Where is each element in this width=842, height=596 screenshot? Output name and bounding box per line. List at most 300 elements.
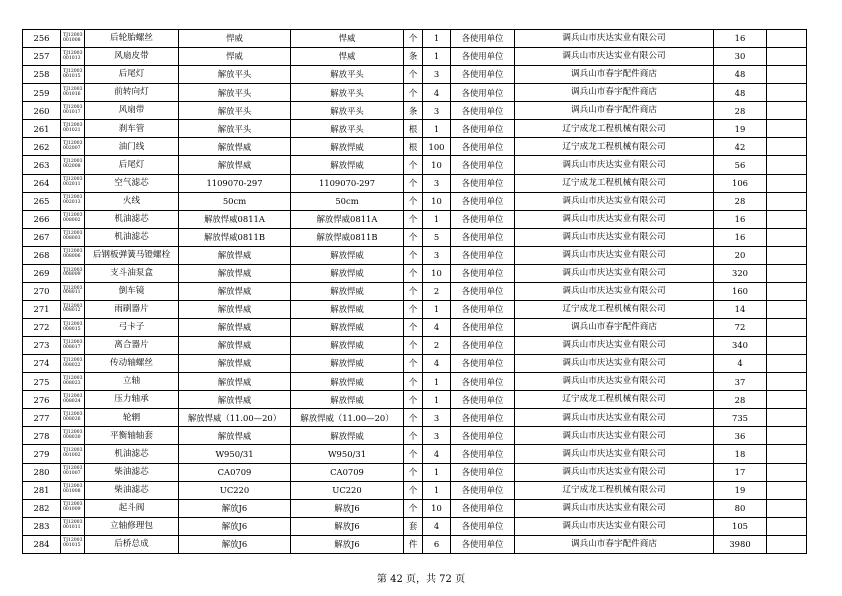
cell-user: 各使用单位 (451, 355, 515, 373)
cell-model: 解放悍威0811A (291, 210, 404, 228)
cell-qty: 10 (423, 264, 451, 282)
cell-user: 各使用单位 (451, 535, 515, 553)
cell-qty: 1 (423, 300, 451, 318)
cell-price: 28 (714, 192, 767, 210)
cell-model: 50cm (291, 192, 404, 210)
cell-model: 1109070-297 (291, 174, 404, 192)
cell-unit: 个 (404, 319, 423, 337)
cell-unit: 个 (404, 499, 423, 517)
cell-code: TJ12003 001016 (61, 84, 85, 102)
cell-supplier: 调兵山市庆达实业有限公司 (515, 30, 714, 48)
cell-user: 各使用单位 (451, 445, 515, 463)
cell-remark (767, 300, 807, 318)
cell-model: 解放悍威 (291, 156, 404, 174)
cell-user: 各使用单位 (451, 337, 515, 355)
cell-unit: 个 (404, 66, 423, 84)
cell-user: 各使用单位 (451, 228, 515, 246)
cell-name: 后轮胎螺丝 (85, 30, 179, 48)
cell-supplier: 辽宁成龙工程机械有限公司 (515, 481, 714, 499)
cell-supplier: 辽宁成龙工程机械有限公司 (515, 391, 714, 409)
cell-unit: 件 (404, 535, 423, 553)
cell-price: 17 (714, 463, 767, 481)
cell-code: TJ12003 008024 (61, 391, 85, 409)
table-row (23, 174, 807, 192)
cell-unit: 个 (404, 427, 423, 445)
cell-code: TJ12003 008006 (61, 246, 85, 264)
cell-name: 空气滤芯 (85, 174, 179, 192)
cell-qty: 3 (423, 246, 451, 264)
cell-name: 平衡轴轴套 (85, 427, 179, 445)
cell-brand: 解放悍威0811A (179, 210, 291, 228)
cell-qty: 2 (423, 282, 451, 300)
cell-name: 火线 (85, 192, 179, 210)
cell-remark (767, 264, 807, 282)
cell-unit: 个 (404, 174, 423, 192)
cell-remark (767, 120, 807, 138)
cell-code: TJ12003 002008 (61, 156, 85, 174)
cell-code: TJ12003 008030 (61, 427, 85, 445)
cell-brand: 解放悍威0811B (179, 228, 291, 246)
cell-price: 28 (714, 391, 767, 409)
cell-supplier: 辽宁成龙工程机械有限公司 (515, 120, 714, 138)
cell-name: 后钢板弹簧马镫螺栓 (85, 246, 179, 264)
cell-user: 各使用单位 (451, 48, 515, 66)
cell-unit: 个 (404, 445, 423, 463)
table-row (23, 156, 807, 174)
cell-qty: 6 (423, 535, 451, 553)
cell-user: 各使用单位 (451, 481, 515, 499)
cell-model: 解放平头 (291, 102, 404, 120)
cell-remark (767, 210, 807, 228)
cell-name: 轮辋 (85, 409, 179, 427)
cell-price: 340 (714, 337, 767, 355)
cell-no: 262 (23, 138, 61, 156)
page-footer: 第 42 页，共 72 页 (376, 574, 466, 585)
cell-model: 悍威 (291, 30, 404, 48)
table-row (23, 66, 807, 84)
cell-unit: 个 (404, 192, 423, 210)
cell-user: 各使用单位 (451, 174, 515, 192)
table-row (23, 517, 807, 535)
cell-user: 各使用单位 (451, 84, 515, 102)
cell-unit: 个 (404, 355, 423, 373)
cell-brand: 1109070-297 (179, 174, 291, 192)
cell-unit: 个 (404, 84, 423, 102)
cell-supplier: 调兵山市春宇配件商店 (515, 535, 714, 553)
cell-unit: 个 (404, 228, 423, 246)
cell-supplier: 调兵山市庆达实业有限公司 (515, 264, 714, 282)
cell-price: 56 (714, 156, 767, 174)
cell-no: 280 (23, 463, 61, 481)
table-row (23, 391, 807, 409)
cell-model: 解放悍威（11.00—20） (291, 409, 404, 427)
cell-remark (767, 84, 807, 102)
cell-code: TJ12003 001009 (61, 499, 85, 517)
cell-model: 解放J6 (291, 517, 404, 535)
cell-name: 风扇带 (85, 102, 179, 120)
cell-price: 80 (714, 499, 767, 517)
cell-remark (767, 228, 807, 246)
cell-no: 261 (23, 120, 61, 138)
cell-brand: 解放平头 (179, 102, 291, 120)
cell-brand: 解放平头 (179, 66, 291, 84)
cell-brand: 解放平头 (179, 120, 291, 138)
cell-supplier: 调兵山市庆达实业有限公司 (515, 409, 714, 427)
cell-qty: 1 (423, 48, 451, 66)
cell-name: 后尾灯 (85, 156, 179, 174)
cell-remark (767, 463, 807, 481)
cell-model: 解放悍威 (291, 246, 404, 264)
table-row (23, 246, 807, 264)
cell-qty: 5 (423, 228, 451, 246)
cell-model: 解放平头 (291, 66, 404, 84)
cell-name: 弓卡子 (85, 319, 179, 337)
cell-supplier: 调兵山市春宇配件商店 (515, 84, 714, 102)
cell-user: 各使用单位 (451, 463, 515, 481)
cell-remark (767, 499, 807, 517)
table-row (23, 264, 807, 282)
cell-code: TJ12003 001011 (61, 517, 85, 535)
cell-remark (767, 102, 807, 120)
cell-user: 各使用单位 (451, 319, 515, 337)
cell-no: 271 (23, 300, 61, 318)
cell-brand: 解放悍威 (179, 337, 291, 355)
cell-model: 解放悍威 (291, 337, 404, 355)
table-row (23, 120, 807, 138)
cell-no: 263 (23, 156, 61, 174)
cell-user: 各使用单位 (451, 192, 515, 210)
cell-model: 解放平头 (291, 120, 404, 138)
cell-name: 起斗阀 (85, 499, 179, 517)
cell-name: 机油滤芯 (85, 445, 179, 463)
cell-price: 735 (714, 409, 767, 427)
cell-qty: 1 (423, 30, 451, 48)
cell-name: 倒车镜 (85, 282, 179, 300)
cell-model: 解放悍威0811B (291, 228, 404, 246)
cell-code: TJ12003 008015 (61, 319, 85, 337)
cell-model: 解放J6 (291, 499, 404, 517)
cell-brand: 解放悍威 (179, 319, 291, 337)
cell-brand: UC220 (179, 481, 291, 499)
cell-unit: 根 (404, 120, 423, 138)
cell-brand: 解放J6 (179, 517, 291, 535)
table-row (23, 319, 807, 337)
cell-user: 各使用单位 (451, 391, 515, 409)
cell-code: TJ12003 001007 (61, 463, 85, 481)
cell-qty: 1 (423, 463, 451, 481)
cell-model: 解放悍威 (291, 319, 404, 337)
cell-supplier: 调兵山市庆达实业有限公司 (515, 463, 714, 481)
cell-supplier: 调兵山市庆达实业有限公司 (515, 445, 714, 463)
cell-code: TJ12003 001008 (61, 30, 85, 48)
cell-no: 264 (23, 174, 61, 192)
cell-name: 雨刷器片 (85, 300, 179, 318)
cell-no: 257 (23, 48, 61, 66)
cell-brand: 解放悍威（11.00—20） (179, 409, 291, 427)
table-row (23, 409, 807, 427)
cell-supplier: 调兵山市春宇配件商店 (515, 319, 714, 337)
cell-price: 4 (714, 355, 767, 373)
cell-price: 72 (714, 319, 767, 337)
cell-remark (767, 517, 807, 535)
table-row (23, 282, 807, 300)
cell-supplier: 调兵山市庆达实业有限公司 (515, 282, 714, 300)
cell-qty: 4 (423, 319, 451, 337)
cell-price: 42 (714, 138, 767, 156)
cell-name: 传动轴螺丝 (85, 355, 179, 373)
cell-supplier: 辽宁成龙工程机械有限公司 (515, 138, 714, 156)
cell-unit: 个 (404, 373, 423, 391)
cell-supplier: 调兵山市庆达实业有限公司 (515, 210, 714, 228)
cell-remark (767, 445, 807, 463)
table-row (23, 445, 807, 463)
cell-supplier: 调兵山市庆达实业有限公司 (515, 192, 714, 210)
cell-unit: 个 (404, 156, 423, 174)
cell-remark (767, 192, 807, 210)
cell-unit: 条 (404, 102, 423, 120)
cell-user: 各使用单位 (451, 373, 515, 391)
cell-qty: 100 (423, 138, 451, 156)
cell-code: TJ12003 002013 (61, 192, 85, 210)
cell-unit: 个 (404, 481, 423, 499)
cell-code: TJ12003 008022 (61, 355, 85, 373)
cell-price: 19 (714, 481, 767, 499)
cell-unit: 个 (404, 282, 423, 300)
cell-remark (767, 30, 807, 48)
table-row (23, 228, 807, 246)
cell-remark (767, 535, 807, 553)
cell-no: 277 (23, 409, 61, 427)
cell-remark (767, 174, 807, 192)
cell-code: TJ12003 001013 (61, 48, 85, 66)
cell-model: 解放平头 (291, 84, 404, 102)
cell-user: 各使用单位 (451, 30, 515, 48)
cell-no: 270 (23, 282, 61, 300)
table-row (23, 102, 807, 120)
cell-no: 274 (23, 355, 61, 373)
table-row (23, 355, 807, 373)
cell-name: 后尾灯 (85, 66, 179, 84)
cell-brand: 悍威 (179, 30, 291, 48)
cell-name: 风扇皮带 (85, 48, 179, 66)
cell-unit: 个 (404, 337, 423, 355)
table-row (23, 463, 807, 481)
cell-code: TJ12003 001015 (61, 66, 85, 84)
cell-qty: 4 (423, 445, 451, 463)
cell-user: 各使用单位 (451, 66, 515, 84)
cell-remark (767, 481, 807, 499)
cell-brand: 解放悍威 (179, 156, 291, 174)
cell-price: 106 (714, 174, 767, 192)
cell-supplier: 调兵山市庆达实业有限公司 (515, 499, 714, 517)
cell-price: 105 (714, 517, 767, 535)
cell-code: TJ12003 008026 (61, 409, 85, 427)
cell-qty: 4 (423, 517, 451, 535)
cell-brand: 解放J6 (179, 535, 291, 553)
parts-table (22, 29, 807, 554)
cell-price: 320 (714, 264, 767, 282)
cell-name: 柴油滤芯 (85, 463, 179, 481)
table-body (23, 30, 807, 554)
cell-user: 各使用单位 (451, 102, 515, 120)
cell-model: 解放悍威 (291, 282, 404, 300)
cell-model: 解放悍威 (291, 300, 404, 318)
cell-no: 281 (23, 481, 61, 499)
cell-price: 16 (714, 228, 767, 246)
cell-brand: 解放悍威 (179, 246, 291, 264)
table-row (23, 138, 807, 156)
cell-code: TJ12003 001002 (61, 445, 85, 463)
cell-price: 3980 (714, 535, 767, 553)
cell-brand: 解放悍威 (179, 391, 291, 409)
cell-code: TJ12003 008003 (61, 228, 85, 246)
cell-remark (767, 427, 807, 445)
cell-model: 解放悍威 (291, 264, 404, 282)
cell-brand: 解放悍威 (179, 355, 291, 373)
cell-user: 各使用单位 (451, 264, 515, 282)
cell-unit: 个 (404, 264, 423, 282)
cell-supplier: 调兵山市庆达实业有限公司 (515, 355, 714, 373)
cell-qty: 1 (423, 120, 451, 138)
cell-name: 机油滤芯 (85, 228, 179, 246)
cell-qty: 2 (423, 337, 451, 355)
cell-code: TJ12003 008009 (61, 264, 85, 282)
cell-user: 各使用单位 (451, 300, 515, 318)
cell-unit: 个 (404, 246, 423, 264)
cell-brand: 解放悍威 (179, 282, 291, 300)
cell-qty: 3 (423, 102, 451, 120)
cell-supplier: 调兵山市庆达实业有限公司 (515, 337, 714, 355)
cell-no: 268 (23, 246, 61, 264)
cell-brand: 解放悍威 (179, 264, 291, 282)
cell-qty: 1 (423, 373, 451, 391)
cell-qty: 1 (423, 391, 451, 409)
table-row (23, 30, 807, 48)
cell-remark (767, 391, 807, 409)
cell-supplier: 调兵山市春宇配件商店 (515, 102, 714, 120)
cell-unit: 个 (404, 30, 423, 48)
cell-user: 各使用单位 (451, 120, 515, 138)
cell-name: 支斗油泵盒 (85, 264, 179, 282)
cell-code: TJ12003 002007 (61, 138, 85, 156)
cell-supplier: 调兵山市庆达实业有限公司 (515, 48, 714, 66)
cell-price: 48 (714, 66, 767, 84)
cell-name: 前转向灯 (85, 84, 179, 102)
cell-model: 解放悍威 (291, 391, 404, 409)
cell-model: 解放J6 (291, 535, 404, 553)
cell-price: 14 (714, 300, 767, 318)
cell-price: 36 (714, 427, 767, 445)
cell-brand: 解放平头 (179, 84, 291, 102)
cell-user: 各使用单位 (451, 499, 515, 517)
table-row (23, 192, 807, 210)
cell-no: 267 (23, 228, 61, 246)
cell-code: TJ12003 001008 (61, 481, 85, 499)
cell-unit: 个 (404, 409, 423, 427)
cell-remark (767, 282, 807, 300)
cell-model: 解放悍威 (291, 355, 404, 373)
cell-brand: 解放J6 (179, 499, 291, 517)
cell-brand: 解放悍威 (179, 427, 291, 445)
table-row (23, 535, 807, 553)
cell-supplier: 调兵山市庆达实业有限公司 (515, 156, 714, 174)
cell-qty: 4 (423, 355, 451, 373)
cell-model: UC220 (291, 481, 404, 499)
cell-unit: 个 (404, 463, 423, 481)
table-row (23, 337, 807, 355)
cell-name: 后桥总成 (85, 535, 179, 553)
cell-supplier: 调兵山市庆达实业有限公司 (515, 373, 714, 391)
cell-code: TJ12003 002011 (61, 174, 85, 192)
cell-no: 278 (23, 427, 61, 445)
cell-remark (767, 48, 807, 66)
cell-model: 解放悍威 (291, 427, 404, 445)
cell-price: 16 (714, 210, 767, 228)
cell-user: 各使用单位 (451, 246, 515, 264)
cell-brand: 悍威 (179, 48, 291, 66)
cell-price: 19 (714, 120, 767, 138)
table-row (23, 481, 807, 499)
table-row (23, 300, 807, 318)
cell-brand: 解放悍威 (179, 138, 291, 156)
cell-no: 260 (23, 102, 61, 120)
cell-name: 立轴 (85, 373, 179, 391)
cell-remark (767, 355, 807, 373)
cell-qty: 4 (423, 84, 451, 102)
cell-qty: 10 (423, 499, 451, 517)
table-row (23, 373, 807, 391)
cell-code: TJ12003 008023 (61, 373, 85, 391)
cell-model: 解放悍威 (291, 138, 404, 156)
cell-price: 16 (714, 30, 767, 48)
cell-remark (767, 373, 807, 391)
cell-code: TJ12003 008002 (61, 210, 85, 228)
cell-unit: 个 (404, 391, 423, 409)
cell-brand: W950/31 (179, 445, 291, 463)
cell-no: 275 (23, 373, 61, 391)
cell-brand: CA0709 (179, 463, 291, 481)
cell-supplier: 调兵山市春宇配件商店 (515, 66, 714, 84)
cell-user: 各使用单位 (451, 282, 515, 300)
cell-model: CA0709 (291, 463, 404, 481)
cell-qty: 3 (423, 409, 451, 427)
cell-remark (767, 409, 807, 427)
cell-price: 160 (714, 282, 767, 300)
cell-no: 266 (23, 210, 61, 228)
cell-no: 284 (23, 535, 61, 553)
cell-unit: 个 (404, 300, 423, 318)
cell-remark (767, 138, 807, 156)
cell-no: 258 (23, 66, 61, 84)
cell-remark (767, 337, 807, 355)
cell-model: W950/31 (291, 445, 404, 463)
cell-remark (767, 246, 807, 264)
cell-no: 259 (23, 84, 61, 102)
cell-model: 悍威 (291, 48, 404, 66)
cell-qty: 3 (423, 174, 451, 192)
cell-user: 各使用单位 (451, 517, 515, 535)
cell-code: TJ12003 008017 (61, 337, 85, 355)
cell-supplier: 辽宁成龙工程机械有限公司 (515, 174, 714, 192)
cell-brand: 解放悍威 (179, 373, 291, 391)
table-row (23, 210, 807, 228)
cell-name: 刹车管 (85, 120, 179, 138)
cell-unit: 个 (404, 210, 423, 228)
cell-remark (767, 319, 807, 337)
cell-price: 48 (714, 84, 767, 102)
cell-qty: 10 (423, 192, 451, 210)
cell-user: 各使用单位 (451, 409, 515, 427)
